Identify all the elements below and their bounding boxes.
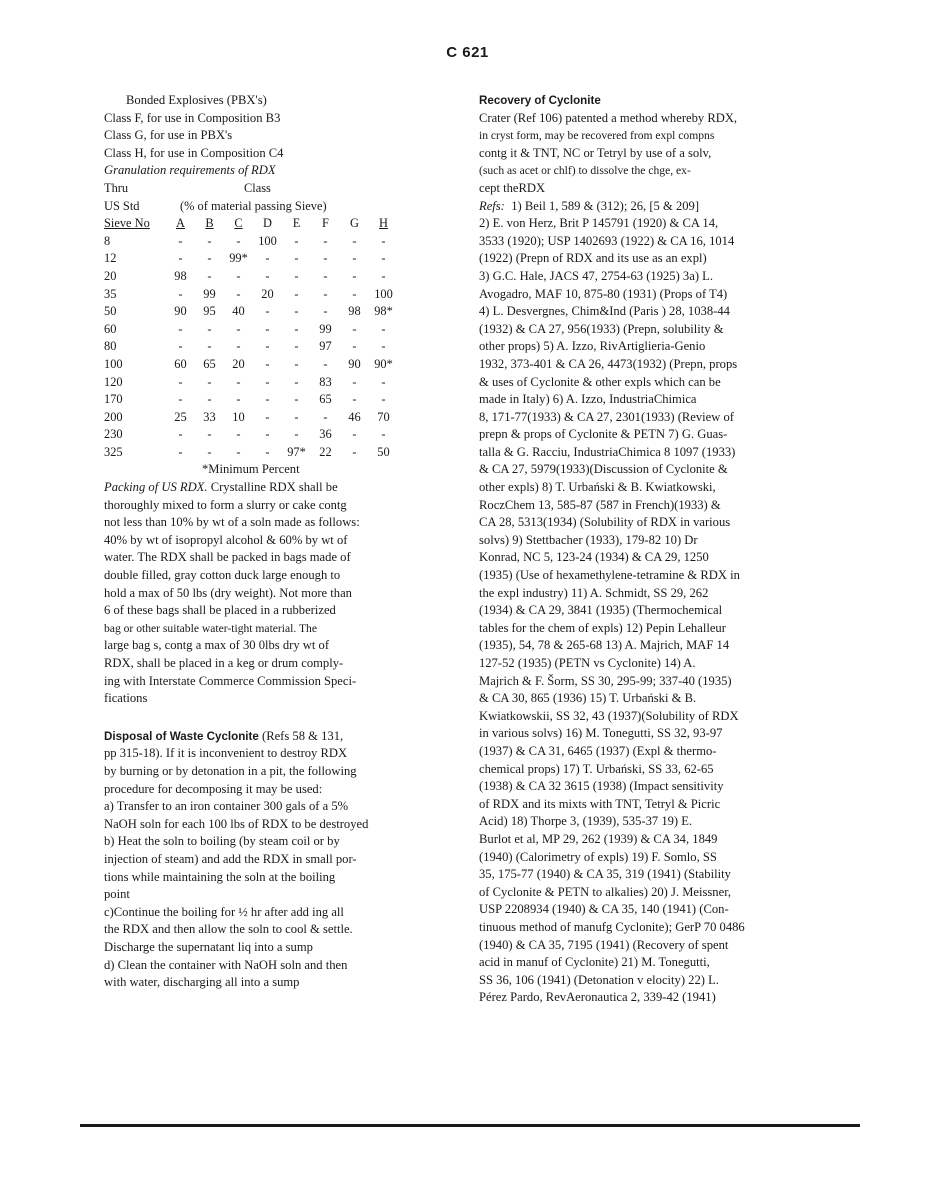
disposal-line: NaOH soln for each 100 lbs of RDX to be destroyed [104, 816, 369, 831]
sieve-number-cell: 20 [104, 268, 117, 283]
reference-line: (1940) (Calorimetry of expls) 19) F. Somlo, SS [479, 849, 717, 864]
table-cell: - [323, 304, 328, 319]
table-cell: - [352, 268, 357, 283]
table-cell: - [265, 374, 270, 389]
packing-line: RDX, shall be placed in a keg or drum comply- [104, 656, 344, 670]
table-cell: - [294, 268, 299, 283]
table-cell: 97 [319, 339, 332, 354]
intro-line: Class F, for use in Composition B3 [104, 110, 281, 125]
table-cell: - [178, 321, 183, 336]
table-cell: - [294, 304, 299, 319]
reference-line: SS 36, 106 (1941) (Detonation v elocity) 22) L. [479, 972, 719, 987]
disposal-line: Disposal of Waste Cyclonite (Refs 58 & 131, [104, 728, 344, 743]
table-cell: - [265, 427, 270, 442]
page-number: C 621 [446, 44, 489, 61]
table-cell: - [236, 392, 241, 407]
right-column [479, 92, 827, 1007]
packing-line: double filled, gray cotton duck large enough to [104, 568, 341, 583]
packing-line: thoroughly mixed to form a slurry or cake contg [104, 497, 347, 512]
table-cell: - [265, 304, 270, 319]
reference-line: (1937) & CA 31, 6465 (1937) (Expl & thermo- [479, 743, 717, 758]
table-row [104, 338, 398, 356]
table-cell: - [265, 339, 270, 354]
table-cell: 40 [232, 304, 245, 319]
table-cell: - [352, 444, 357, 459]
recovery-line: (such as acet or chlf) to dissolve the chge, ex- [479, 164, 691, 178]
disposal-line: injection of steam) and add the RDX in small por- [104, 851, 357, 866]
table-cell: - [236, 427, 241, 442]
reference-line: 4) L. Desvergnes, Chim&Ind (Paris ) 28, 1038-44 [479, 304, 730, 319]
table-cell: - [323, 233, 328, 248]
reference-line: CA 28, 5313(1934) (Solubility of RDX in various [479, 515, 731, 530]
table-cell: - [207, 268, 212, 283]
table-cell: - [381, 339, 386, 354]
reference-line: 1932, 373-401 & CA 26, 4473(1932) (Prepn, props [479, 356, 738, 371]
reference-line: (1932) & CA 27, 956(1933) (Prepn, solubility & [479, 321, 724, 336]
disposal-line: procedure for decomposing it may be used: [104, 781, 323, 796]
table-cell: - [236, 321, 241, 336]
table-cell: - [265, 392, 270, 407]
reference-line: Konrad, NC 5, 123-24 (1934) & CA 29, 1250 [479, 550, 709, 565]
reference-line: tinuous method of manufg Cyclonite); GerP 70 0486 [479, 919, 745, 934]
table-cell: 65 [203, 356, 216, 371]
packing-line: 6 of these bags shall be placed in a rubberized [104, 603, 336, 618]
table-cell: 20 [232, 356, 245, 371]
table-cell: 90* [374, 356, 393, 371]
table-cell: - [323, 268, 328, 283]
column-header: F [322, 216, 329, 231]
table-cell: - [265, 409, 270, 424]
table-cell: - [207, 233, 212, 248]
packing-line: bag or other suitable water-tight material. The [104, 621, 317, 635]
packing-line: fications [104, 691, 148, 706]
column-header: G [350, 216, 359, 231]
reference-line: of Cyclonite & PETN to alkalies) 20) J. Meissner, [479, 884, 732, 899]
reference-line: prepn & props of Cyclonite & PETN 7) G. Guas- [479, 427, 728, 442]
table-cell: - [265, 321, 270, 336]
reference-line: 3) G.C. Hale, JACS 47, 2754-63 (1925) 3a) L. [479, 268, 714, 283]
table-cell: - [352, 321, 357, 336]
table-cell: - [178, 392, 183, 407]
table-cell: - [236, 233, 241, 248]
table-cell: 99* [229, 251, 248, 266]
packing-line: not less than 10% by wt of a soln made as follows: [104, 515, 360, 530]
table-cell: - [178, 374, 183, 389]
table-cell: - [265, 268, 270, 283]
table-cell: 22 [319, 444, 332, 459]
reference-line: of RDX and its mixts with TNT, Tetryl & Picric [479, 796, 721, 811]
table-cell: - [236, 268, 241, 283]
column-header: E [292, 216, 301, 231]
table-cell: 10 [232, 409, 245, 424]
table-cell: 65 [319, 392, 332, 407]
table-cell: - [381, 427, 386, 442]
page-bottom-rule [80, 1124, 860, 1127]
column-header: D [263, 216, 272, 231]
table-row [104, 409, 398, 427]
column-header: C [234, 216, 243, 231]
table-cell: - [294, 374, 299, 389]
table-footnote: *Minimum Percent [202, 462, 300, 477]
packing-line: ing with Interstate Commerce Commission Speci- [104, 673, 357, 688]
disposal-line: by burning or by detonation in a pit, the following [104, 763, 357, 778]
left-column [104, 92, 450, 992]
intro-line: Class H, for use in Composition C4 [104, 145, 284, 160]
refs-label: Refs: [479, 198, 505, 213]
reference-line: Majrich & F. Šorm, SS 30, 295-99; 337-40 (1935) [479, 673, 732, 688]
disposal-line: b) Heat the soln to boiling (by steam coil or by [104, 834, 340, 849]
refs-line: Refs: 1) Beil 1, 589 & (312); 26, [5 & 209] [479, 198, 700, 213]
packing-line: large bag s, contg a max of 30 0lbs dry wt of [104, 638, 330, 653]
table-cell: 100 [258, 233, 277, 248]
table-cell: - [294, 251, 299, 266]
reference-line: (1934) & CA 29, 3841 (1935) (Thermochemical [479, 603, 723, 618]
intro-line: Class G, for use in PBX's [104, 128, 233, 143]
table-row [104, 321, 398, 339]
table-cell: - [352, 339, 357, 354]
packing-line: Packing of US RDX. Crystalline RDX shall be [104, 480, 338, 495]
disposal-line: Discharge the supernatant liq into a sump [104, 939, 313, 954]
reference-line: Avogadro, MAF 10, 875-80 (1931) (Props of T4) [479, 286, 728, 301]
table-cell: 20 [261, 286, 274, 301]
table-cell: - [294, 339, 299, 354]
table-cell: - [352, 427, 357, 442]
table-cell: - [178, 233, 183, 248]
reference-line: Pérez Pardo, RevAeronautica 2, 339-42 (1941) [479, 990, 716, 1005]
table-column-headers [104, 215, 398, 233]
reference-line: RoczChem 13, 585-87 (587 in French)(1933) & [479, 497, 721, 512]
table-row [104, 268, 398, 286]
table-row [104, 374, 398, 392]
table-cell: - [265, 356, 270, 371]
reference-line: in various solvs) 16) M. Tonegutti, SS 32, 93-97 [479, 726, 723, 741]
table-cell: - [294, 409, 299, 424]
reference-line: made in Italy) 6) A. Izzo, IndustriaChimica [479, 392, 697, 407]
table-cell: - [381, 233, 386, 248]
packing-line: 40% by wt of isopropyl alcohol & 60% by wt of [104, 532, 348, 547]
reference-line: 2) E. von Herz, Brit P 145791 (1920) & CA 14, [479, 216, 719, 231]
table-cell: - [294, 392, 299, 407]
reference-line: (1938) & CA 32 3615 (1938) (Impact sensitivity [479, 779, 724, 794]
table-cell: - [352, 251, 357, 266]
table-cell: 83 [319, 374, 332, 389]
table-cell: - [323, 251, 328, 266]
granulation-heading: Granulation requirements of RDX [104, 163, 276, 178]
disposal-line: the RDX and then allow the soln to cool & settle. [104, 922, 353, 937]
table-cell: - [207, 251, 212, 266]
disposal-line: tions while maintaining the soln at the boiling [104, 869, 336, 884]
table-cell: - [352, 286, 357, 301]
reference-line: 3533 (1920); USP 1402693 (1922) & CA 16, 1014 [479, 233, 735, 248]
reference-line: & CA 30, 865 (1936) 15) T. Urbański & B. [479, 691, 697, 706]
table-header-us-std: US Std [104, 198, 140, 213]
table-cell: 95 [203, 304, 216, 319]
column-header: A [176, 216, 185, 231]
reference-line: Burlot et al, MP 29, 262 (1939) & CA 34, 1849 [479, 831, 718, 846]
table-cell: - [381, 268, 386, 283]
table-cell: - [207, 427, 212, 442]
table-cell: 70 [377, 409, 390, 424]
table-header-thru: Thru [104, 180, 129, 195]
reference-line: 35, 175-77 (1940) & CA 35, 319 (1941) (Stability [479, 867, 731, 882]
reference-line: (1935), 54, 78 & 265-68 13) A. Majrich, MAF 14 [479, 638, 730, 653]
table-cell: - [294, 427, 299, 442]
table-cell: - [236, 374, 241, 389]
sieve-number-cell: 60 [104, 321, 117, 336]
reference-line: (1922) (Prepn of RDX and its use as an expl) [479, 251, 707, 266]
column-header: Sieve No [104, 216, 150, 231]
table-cell: 98 [174, 268, 187, 283]
disposal-line: pp 315-18). If it is inconvenient to destroy RDX [104, 746, 348, 761]
recovery-line: Crater (Ref 106) patented a method whereby RDX, [479, 110, 738, 125]
table-cell: 98* [374, 304, 393, 319]
sieve-number-cell: 170 [104, 392, 123, 407]
recovery-heading: Recovery of Cyclonite [479, 94, 601, 107]
table-cell: - [323, 286, 328, 301]
table-cell: 36 [319, 427, 332, 442]
table-header-passing: (% of material passing Sieve) [180, 198, 327, 213]
table-cell: - [207, 321, 212, 336]
table-row [104, 250, 398, 268]
table-cell: - [323, 356, 328, 371]
table-cell: - [294, 233, 299, 248]
table-cell: - [236, 339, 241, 354]
table-body [104, 233, 398, 462]
table-cell: 90 [174, 304, 187, 319]
sieve-number-cell: 8 [104, 233, 111, 248]
table-cell: 46 [348, 409, 361, 424]
sieve-number-cell: 120 [104, 374, 123, 389]
table-cell: 99 [319, 321, 332, 336]
table-cell: - [178, 251, 183, 266]
table-row [104, 391, 398, 409]
reference-line: other props) 5) A. Izzo, RivArtiglieria-Genio [479, 339, 706, 354]
table-cell: - [265, 251, 270, 266]
disposal-line: with water, discharging all into a sump [104, 975, 300, 990]
sieve-number-cell: 100 [104, 356, 123, 371]
table-cell: - [352, 233, 357, 248]
reference-line: tables for the chem of expls) 12) Pepin Lehalleur [479, 620, 726, 635]
table-cell: 33 [203, 409, 216, 424]
reference-line: chemical props) 17) T. Urbański, SS 33, 62-65 [479, 761, 714, 776]
sieve-number-cell: 50 [104, 304, 117, 319]
disposal-line: a) Transfer to an iron container 300 gals of a 5% [104, 799, 349, 814]
table-cell: 100 [374, 286, 393, 301]
recovery-line: contg it & TNT, NC or Tetryl by use of a solv, [479, 145, 712, 160]
table-cell: - [178, 444, 183, 459]
table-cell: 99 [203, 286, 216, 301]
reference-line: other expls) 8) T. Urbański & B. Kwiatkowski, [479, 480, 716, 495]
reference-line: acid in manuf of Cyclonite) 21) M. Tonegutti, [479, 955, 710, 970]
sieve-number-cell: 80 [104, 339, 117, 354]
table-cell: 97* [287, 444, 306, 459]
table-cell: - [207, 339, 212, 354]
reference-line: & uses of Cyclonite & other expls which can be [479, 374, 721, 389]
table-cell: - [294, 356, 299, 371]
recovery-line: in cryst form, may be recovered from expl compns [479, 129, 715, 143]
table-cell: - [236, 444, 241, 459]
reference-line: solvs) 9) Stettbacher (1933), 179-82 10) Dr [479, 532, 698, 547]
table-row [104, 233, 398, 251]
disposal-line: d) Clean the container with NaOH soln and then [104, 957, 348, 972]
reference-line: USP 2208934 (1940) & CA 35, 140 (1941) (Con- [479, 902, 729, 917]
column-header: H [379, 216, 388, 231]
table-cell: - [207, 444, 212, 459]
reference-line: 127-52 (1935) (PETN vs Cyclonite) 14) A. [479, 656, 696, 670]
table-cell: - [381, 392, 386, 407]
table-cell: - [352, 392, 357, 407]
table-cell: - [381, 321, 386, 336]
table-row [104, 303, 398, 321]
sieve-number-cell: 200 [104, 409, 123, 424]
table-cell: 90 [348, 356, 361, 371]
table-cell: 60 [174, 356, 187, 371]
table-cell: - [207, 392, 212, 407]
disposal-heading: Disposal of Waste Cyclonite [104, 729, 259, 743]
reference-line: Kwiatkowskii, SS 32, 43 (1937)(Solubility of RDX [479, 708, 739, 723]
table-cell: - [381, 374, 386, 389]
reference-line: (1935) (Use of hexamethylene-tetramine & RDX in [479, 568, 740, 583]
table-header-class: Class [244, 180, 271, 195]
table-row [104, 426, 398, 444]
intro-line: Bonded Explosives (PBX's) [126, 93, 267, 107]
sieve-number-cell: 35 [104, 286, 117, 301]
references-list [479, 215, 827, 1007]
sieve-number-cell: 230 [104, 427, 123, 442]
granulation-table [104, 180, 398, 462]
table-row [104, 444, 398, 462]
table-cell: - [178, 339, 183, 354]
packing-line: water. The RDX shall be packed in bags made of [104, 550, 351, 565]
disposal-line: c)Continue the boiling for ½ hr after add ing all [104, 904, 344, 919]
reference-line: & CA 27, 5979(1933)(Discussion of Cyclonite & [479, 462, 728, 477]
reference-line: talla & G. Racciu, IndustriaChimica 8 1097 (1933) [479, 444, 736, 459]
table-cell: - [207, 374, 212, 389]
table-row [104, 356, 398, 374]
table-cell: - [352, 374, 357, 389]
table-cell: - [265, 444, 270, 459]
table-cell: - [294, 321, 299, 336]
table-row [104, 286, 398, 304]
table-cell: - [178, 427, 183, 442]
recovery-line: cept theRDX [479, 180, 546, 195]
disposal-line: point [104, 887, 130, 902]
table-cell: - [178, 286, 183, 301]
reference-line: the expl industry) 11) A. Schmidt, SS 29, 262 [479, 585, 709, 600]
table-cell: - [381, 251, 386, 266]
reference-line: 8, 171-77(1933) & CA 27, 2301(1933) (Review of [479, 409, 734, 424]
table-cell: 98 [348, 304, 361, 319]
sieve-number-cell: 325 [104, 444, 123, 459]
table-cell: - [323, 409, 328, 424]
table-cell: 50 [377, 444, 390, 459]
column-header: B [205, 216, 214, 231]
reference-line: (1940) & CA 35, 7195 (1941) (Recovery of spent [479, 937, 729, 952]
sieve-number-cell: 12 [104, 251, 117, 266]
reference-line: Acid) 18) Thorpe 3, (1939), 535-37 19) E. [479, 814, 693, 829]
table-cell: - [294, 286, 299, 301]
table-cell: - [236, 286, 241, 301]
packing-line: hold a max of 50 lbs (dry weight). Not more than [104, 585, 352, 600]
table-cell: 25 [174, 409, 187, 424]
packing-heading: Packing of US RDX. [104, 480, 208, 495]
